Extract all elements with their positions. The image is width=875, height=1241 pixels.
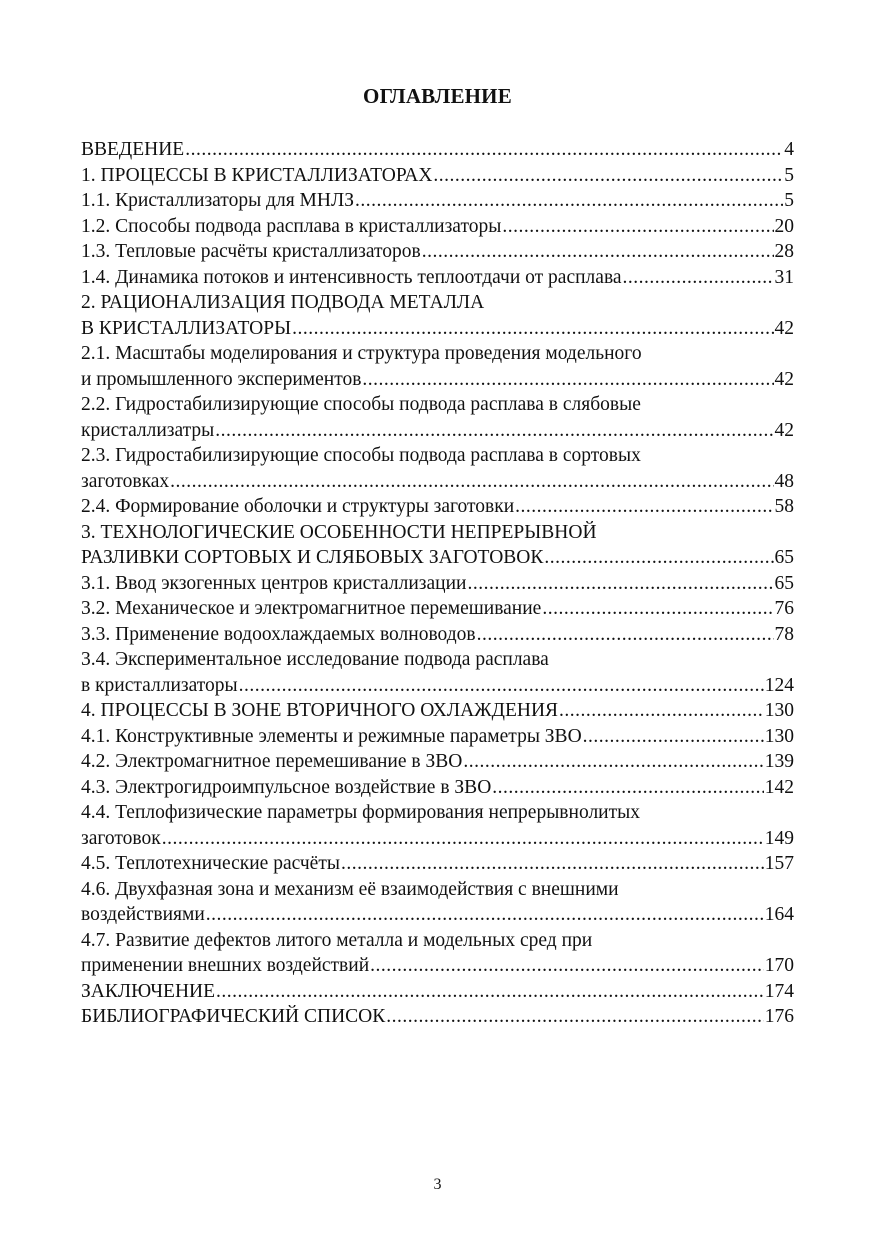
dot-leader	[422, 239, 774, 265]
dot-leader	[370, 953, 764, 979]
dot-leader	[386, 1004, 764, 1030]
toc-entry-text: воздействиями	[81, 904, 205, 925]
toc-entry-page: 42	[774, 317, 794, 339]
toc-entry-text: 4.2. Электромагнитное перемешивание в ЗВО	[81, 751, 463, 772]
toc-entry	[81, 877, 794, 903]
toc-entry-text: 4.3. Электрогидроимпульсное воздействие в ЗВО	[81, 776, 492, 798]
toc-entry-text: ВВЕДЕНИЕ	[81, 139, 185, 160]
toc-entry-page: 130	[764, 700, 794, 721]
dot-leader	[583, 724, 764, 750]
toc-entry-text: В КРИСТАЛЛИЗАТОРЫ	[81, 317, 292, 339]
toc-entry	[81, 137, 794, 163]
toc-entry	[81, 214, 794, 240]
toc-entry-text: 1.1. Кристаллизаторы для МНЛЗ	[81, 190, 354, 211]
dot-leader	[623, 265, 774, 291]
toc-entry	[81, 724, 794, 750]
toc-entry-page: 20	[774, 215, 794, 237]
toc-entry-text: 2.4. Формирование оболочки и структуры заготовки	[81, 496, 515, 517]
toc-entry-text: и промышленного экспериментов	[81, 368, 362, 390]
toc-entry-text: 2.3. Гидростабилизирующие способы подвода расплава в сортовых	[81, 445, 641, 466]
toc-entry-text: в кристаллизаторы	[81, 674, 238, 696]
dot-leader	[341, 851, 764, 877]
toc-entry-page: 28	[774, 241, 794, 262]
toc-entry-text: 2. РАЦИОНАЛИЗАЦИЯ ПОДВОДА МЕТАЛЛА	[81, 292, 485, 313]
dot-leader	[292, 316, 773, 342]
dot-leader	[185, 137, 783, 163]
toc-entry-page: 5	[784, 164, 794, 186]
toc-entry	[81, 188, 794, 214]
toc-entry-text: 1.4. Динамика потоков и интенсивность теплоотдачи от расплава	[81, 266, 622, 288]
toc-entry-text: 2.2. Гидростабилизирующие способы подвода расплава в слябовые	[81, 394, 641, 415]
toc-entry	[81, 316, 794, 342]
dot-leader	[433, 163, 783, 189]
toc-entry	[81, 239, 794, 265]
toc-entry	[81, 851, 794, 877]
dot-leader	[215, 418, 773, 444]
toc-entry	[81, 392, 794, 418]
toc-entry-page: 42	[774, 419, 794, 441]
dot-leader	[502, 214, 773, 240]
toc-entry-page: 76	[774, 598, 794, 619]
toc-entry-page: 170	[764, 955, 794, 976]
dot-leader	[170, 469, 773, 495]
toc-entry	[81, 596, 794, 622]
dot-leader	[216, 979, 764, 1005]
dot-leader	[559, 698, 764, 724]
toc-entry	[81, 673, 794, 699]
toc-entry-page: 142	[764, 776, 794, 798]
toc-entry-text: 4.6. Двухфазная зона и механизм её взаимодействия с внешними	[81, 878, 619, 900]
toc-entry	[81, 443, 794, 469]
toc-entry	[81, 826, 794, 852]
page-title: ОГЛАВЛЕНИЕ	[363, 84, 512, 108]
toc-entry-text: 4.5. Теплотехнические расчёты	[81, 853, 340, 874]
dot-leader	[492, 775, 763, 801]
table-of-contents	[81, 137, 794, 1030]
toc-entry-text: 2.1. Масштабы моделирования и структура проведения модельного	[81, 343, 642, 364]
toc-entry-page: 65	[774, 547, 794, 568]
toc-entry-text: кристаллизатры	[81, 419, 215, 441]
toc-entry-page: 42	[774, 368, 794, 390]
toc-entry	[81, 928, 794, 954]
toc-entry-text: 1.3. Тепловые расчёты кристаллизаторов	[81, 241, 421, 262]
toc-entry-text: 3.1. Ввод экзогенных центров кристаллизации	[81, 572, 467, 594]
toc-entry-page: 157	[764, 853, 794, 874]
toc-entry-text: 3.3. Применение водоохлаждаемых волноводов	[81, 623, 476, 645]
toc-entry-text: 3.4. Экспериментальное исследование подвода расплава	[81, 649, 549, 670]
toc-entry-text: заготовок	[81, 827, 161, 849]
toc-entry-text: 4. ПРОЦЕССЫ В ЗОНЕ ВТОРИЧНОГО ОХЛАЖДЕНИЯ	[81, 700, 559, 721]
dot-leader	[544, 545, 773, 571]
toc-entry	[81, 647, 794, 673]
toc-entry	[81, 953, 794, 979]
toc-entry-page: 174	[764, 980, 794, 1002]
toc-entry	[81, 571, 794, 597]
toc-entry	[81, 341, 794, 367]
toc-entry	[81, 902, 794, 928]
toc-entry-page: 149	[764, 827, 794, 849]
toc-entry-text: БИБЛИОГРАФИЧЕСКИЙ СПИСОК	[81, 1006, 386, 1027]
toc-entry-text: 1.2. Способы подвода расплава в кристаллизаторы	[81, 215, 502, 237]
toc-entry-text: 3.2. Механическое и электромагнитное перемешивание	[81, 598, 542, 619]
dot-leader	[162, 826, 764, 852]
toc-entry	[81, 494, 794, 520]
toc-entry	[81, 979, 794, 1005]
toc-entry-text: 3. ТЕХНОЛОГИЧЕСКИЕ ОСОБЕННОСТИ НЕПРЕРЫВНОЙ	[81, 521, 597, 543]
dot-leader	[515, 494, 773, 520]
toc-entry	[81, 367, 794, 393]
toc-entry-page: 164	[764, 904, 794, 925]
page-number: 3	[433, 1176, 442, 1193]
toc-entry-page: 4	[784, 139, 794, 160]
dot-leader	[239, 673, 764, 699]
toc-entry	[81, 290, 794, 316]
dot-leader	[463, 749, 763, 775]
toc-entry-text: 4.7. Развитие дефектов литого металла и модельных сред при	[81, 929, 593, 951]
toc-entry-page: 48	[774, 470, 794, 492]
toc-entry-page: 58	[774, 496, 794, 517]
toc-entry-page: 31	[774, 266, 794, 288]
toc-entry-text: ЗАКЛЮЧЕНИЕ	[81, 980, 216, 1002]
toc-entry-text: заготовках	[81, 470, 170, 492]
toc-entry-page: 5	[784, 190, 794, 211]
toc-entry-page: 65	[774, 572, 794, 594]
toc-entry	[81, 1004, 794, 1030]
toc-entry	[81, 800, 794, 826]
dot-leader	[362, 367, 773, 393]
toc-entry-text: 1. ПРОЦЕССЫ В КРИСТАЛЛИЗАТОРАХ	[81, 164, 433, 186]
toc-entry	[81, 163, 794, 189]
toc-entry-page: 176	[764, 1006, 794, 1027]
toc-entry-page: 130	[764, 725, 794, 747]
dot-leader	[206, 902, 764, 928]
toc-entry	[81, 265, 794, 291]
toc-entry	[81, 418, 794, 444]
toc-entry-text: РАЗЛИВКИ СОРТОВЫХ И СЛЯБОВЫХ ЗАГОТОВОК	[81, 547, 544, 568]
toc-entry-page: 139	[764, 751, 794, 772]
dot-leader	[477, 622, 774, 648]
toc-entry	[81, 545, 794, 571]
toc-entry	[81, 698, 794, 724]
toc-entry-page: 78	[774, 623, 794, 645]
dot-leader	[542, 596, 773, 622]
toc-entry-text: 4.4. Теплофизические параметры формирования непрерывнолитых	[81, 802, 640, 823]
toc-entry	[81, 469, 794, 495]
toc-entry-text: применении внешних воздействий	[81, 955, 370, 976]
toc-entry	[81, 520, 794, 546]
dot-leader	[355, 188, 783, 214]
toc-entry	[81, 749, 794, 775]
toc-entry	[81, 775, 794, 801]
toc-entry-text: 4.1. Конструктивные элементы и режимные параметры ЗВО	[81, 725, 582, 747]
toc-entry-page: 124	[764, 674, 794, 696]
dot-leader	[467, 571, 773, 597]
toc-entry	[81, 622, 794, 648]
